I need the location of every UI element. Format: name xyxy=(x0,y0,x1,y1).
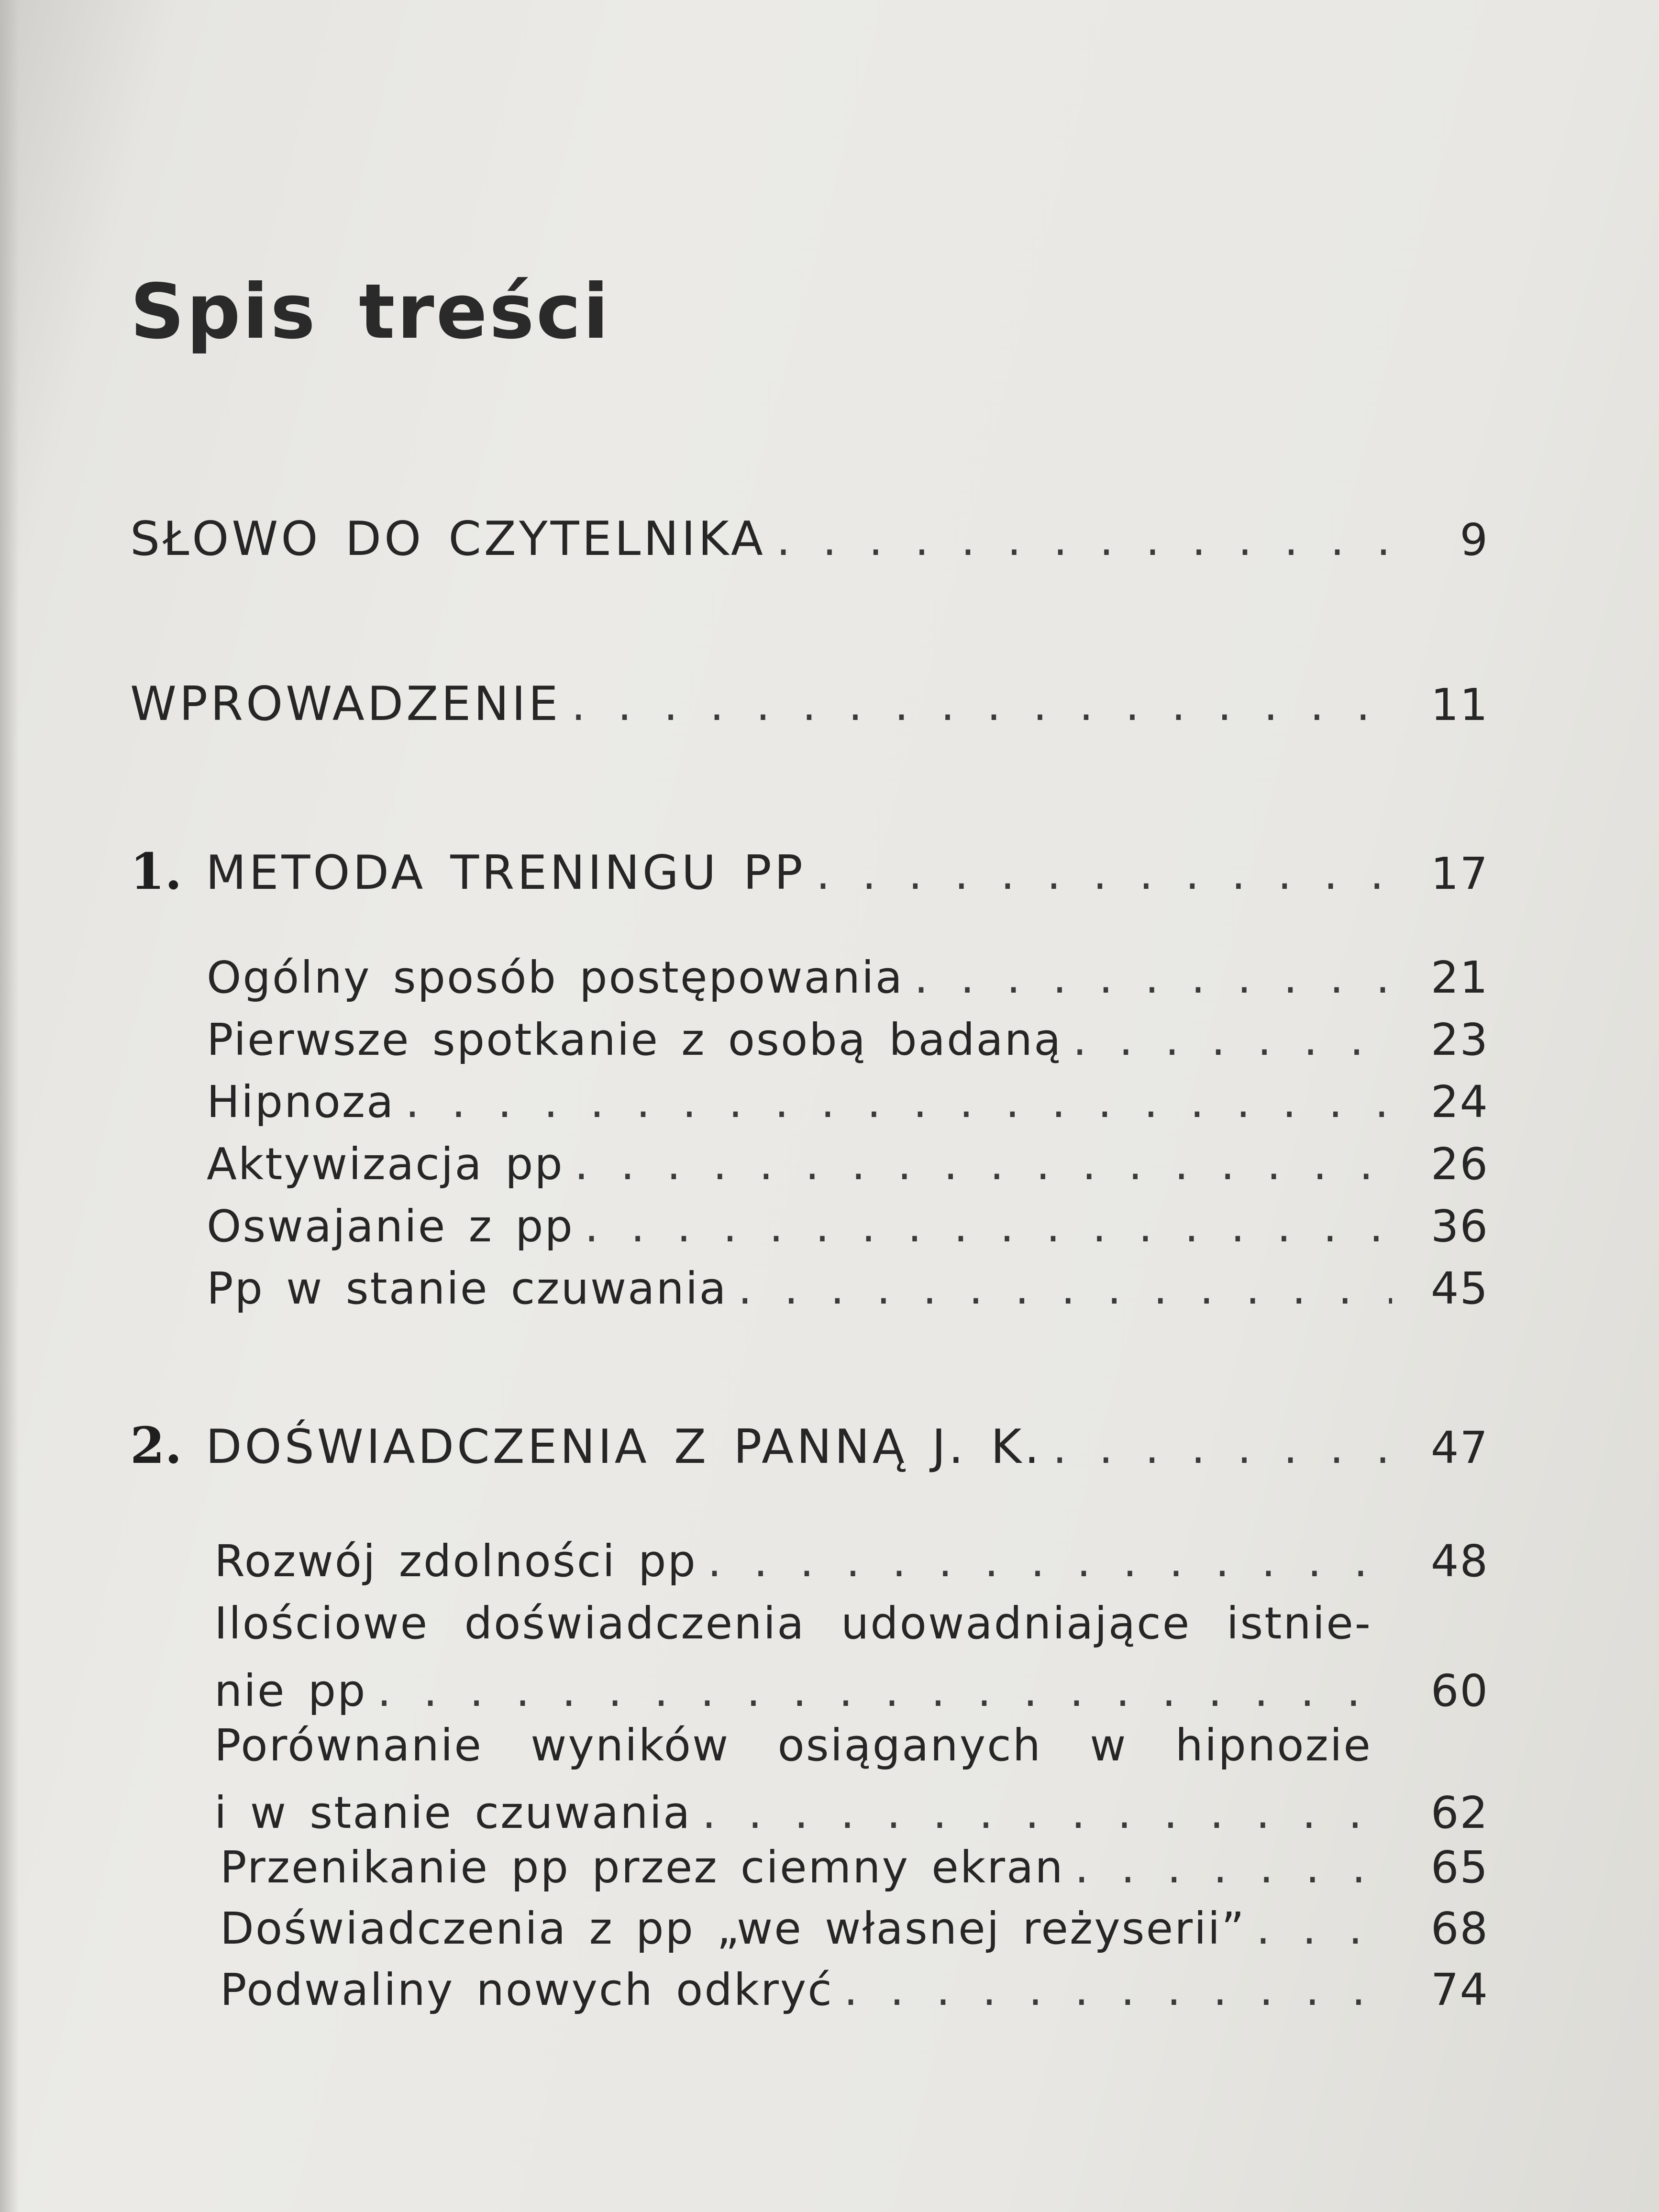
dot-leader xyxy=(571,679,1392,730)
toc-subentry-wrapped xyxy=(214,1720,1489,1838)
toc-label: Rozwój zdolności pp xyxy=(214,1536,697,1587)
toc-chapter-2 xyxy=(130,1416,1489,1475)
toc-subentry xyxy=(220,1842,1489,1893)
toc-subentry xyxy=(207,1014,1489,1065)
toc-subentry xyxy=(207,952,1489,1003)
toc-page-number: 21 xyxy=(1430,952,1489,1003)
toc-label: Pp w stanie czuwania xyxy=(207,1263,728,1314)
toc-page-number: 47 xyxy=(1430,1422,1489,1473)
toc-entry-slowo xyxy=(130,512,1489,566)
toc-subentry xyxy=(220,1903,1489,1954)
toc-subentry xyxy=(214,1536,1489,1587)
toc-label: WPROWADZENIE xyxy=(130,677,561,731)
toc-label-line2: nie pp xyxy=(214,1665,367,1716)
toc-subentry xyxy=(207,1139,1489,1190)
dot-leader xyxy=(1073,1014,1393,1065)
toc-page-number: 23 xyxy=(1430,1014,1489,1065)
toc-label: Hipnoza xyxy=(207,1076,395,1128)
toc-page-number: 48 xyxy=(1430,1536,1489,1587)
toc-subentry xyxy=(207,1201,1489,1252)
toc-label: Doświadczenia z pp „we własnej reżyserii” xyxy=(220,1903,1246,1954)
toc-label-line2-row xyxy=(214,1787,1489,1838)
toc-label: Podwaliny nowych odkryć xyxy=(220,1964,833,2015)
dot-leader xyxy=(708,1536,1392,1587)
toc-label-line1: Porównanie wyników osiąganych w hipnozie xyxy=(214,1720,1372,1771)
chapter-number: 1. xyxy=(130,842,182,901)
toc-page-number: 45 xyxy=(1430,1263,1489,1314)
toc-page-number: 62 xyxy=(1430,1787,1489,1838)
chapter-number: 2. xyxy=(130,1416,182,1475)
toc-page-number: 60 xyxy=(1430,1665,1489,1716)
dot-leader xyxy=(776,514,1392,565)
toc-page-number: 24 xyxy=(1430,1076,1489,1128)
dot-leader xyxy=(816,848,1392,899)
toc-label: Ogólny sposób postępowania xyxy=(207,952,904,1003)
dot-leader xyxy=(575,1139,1392,1190)
toc-page-number: 74 xyxy=(1430,1964,1489,2015)
toc-page-number: 17 xyxy=(1430,848,1489,899)
dot-leader xyxy=(702,1787,1392,1838)
toc-label: SŁOWO DO CZYTELNIKA xyxy=(130,512,766,566)
dot-leader xyxy=(1075,1842,1392,1893)
toc-label: Pierwsze spotkanie z osobą badaną xyxy=(207,1014,1062,1065)
toc-label-line2-row xyxy=(214,1665,1489,1716)
dot-leader xyxy=(844,1964,1392,2015)
toc-page-number: 9 xyxy=(1460,514,1489,565)
toc-page-number: 11 xyxy=(1430,679,1489,730)
chapter-title: METODA TRENINGU PP xyxy=(206,846,806,900)
toc-page-number: 36 xyxy=(1430,1201,1489,1252)
dot-leader xyxy=(585,1201,1392,1252)
toc-entry-wprowadzenie xyxy=(130,677,1489,731)
dot-leader xyxy=(738,1263,1392,1314)
toc-subentry xyxy=(220,1964,1489,2015)
toc-subentry xyxy=(207,1263,1489,1314)
dot-leader xyxy=(377,1665,1392,1716)
toc-subentry-wrapped xyxy=(214,1598,1489,1716)
toc-label-line2: i w stanie czuwania xyxy=(214,1787,692,1838)
dot-leader xyxy=(1053,1422,1392,1473)
toc-chapter-1 xyxy=(130,842,1489,901)
chapter-title: DOŚWIADCZENIA Z PANNĄ J. K. xyxy=(206,1420,1042,1474)
page-title: Spis treści xyxy=(130,268,611,356)
toc-label-line1: Ilościowe doświadczenia udowadniające istnie- xyxy=(214,1598,1372,1649)
spine-shadow xyxy=(0,0,19,2212)
dot-leader xyxy=(405,1076,1392,1128)
toc-page-number: 65 xyxy=(1430,1842,1489,1893)
toc-page-number: 68 xyxy=(1430,1903,1489,1954)
toc-label: Aktywizacja pp xyxy=(207,1139,564,1190)
toc-label: Oswajanie z pp xyxy=(207,1201,574,1252)
toc-subentry xyxy=(207,1076,1489,1128)
toc-label: Przenikanie pp przez ciemny ekran xyxy=(220,1842,1064,1893)
toc-page-number: 26 xyxy=(1430,1139,1489,1190)
dot-leader xyxy=(914,952,1392,1003)
dot-leader xyxy=(1256,1903,1392,1954)
